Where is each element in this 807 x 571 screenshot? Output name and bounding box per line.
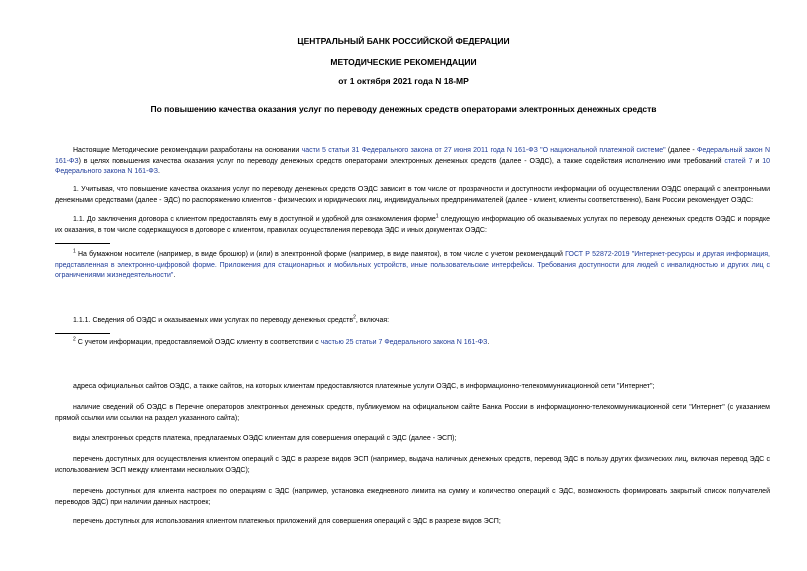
footnote-1: $^1$ На бумажном носителе (например, в виде брошюр) и (или) в электронной форме (например, в виде памяток), в том числе с учетом рекомендаций ГОСТ Р 52872-2019 "Интернет-ресурсы и другая информация, представленная в электронно-цифровой форме. Приложения для стационарных и мобильных устройств, иные пользовательские интерфейсы. Требования доступности для людей с инвалидностью и других лиц с ограничениями жизнедеятельности". bbox=[55, 248, 770, 279]
footnote-mark-2: 2 bbox=[73, 336, 76, 343]
law-161-fz-link[interactable]: части 5 статьи 31 Федерального закона от 27 июня 2011 года N 161-ФЗ "О национальной платежной системе" bbox=[301, 147, 666, 154]
article-7-part-25-link[interactable]: частью 25 статьи 7 Федерального закона N 161-ФЗ bbox=[320, 339, 488, 346]
gost-link[interactable]: ГОСТ Р 52872-2019 "Интернет-ресурсы и другая информация, представленная в электронно-цифровой форме. Приложения для стационарных и мобильных устройств, иные пользовательские интерфейсы. Требования доступности для людей с инвалидностью и других лиц с ограничениями жизнедеятельности" bbox=[55, 251, 770, 279]
list-item: виды электронных средств платежа, предлагаемых ОЭДС клиентам для совершения операций с ЭДС (далее - ЭСП); bbox=[73, 435, 457, 442]
paragraph-1: 1. Учитывая, что повышение качества оказания услуг по переводу денежных средств ОЭДС зависит в том числе от прозрачности и доступности информации об осуществлении ОЭДС операций с электронными денежными средствами (далее - ЭДС) по распоряжению клиентов - физических и юридических лиц, индивидуальных предпринимателей (далее - клиент, клиенты соответственно), Банк России рекомендует ОЭДС: bbox=[55, 186, 770, 204]
footnote-2: $^2$ С учетом информации, предоставляемой ОЭДС клиенту в соответствии с частью 25 статьи 7 Федерального закона N 161-ФЗ. bbox=[73, 336, 490, 346]
list-item: перечень доступных для использования клиентом платежных приложений для совершения операций с ЭДС в разрезе видов ЭСП; bbox=[73, 518, 501, 525]
intro-paragraph: Настоящие Методические рекомендации разработаны на основании части 5 статьи 31 Федерального закона от 27 июня 2011 года N 161-ФЗ "О национальной платежной системе" (далее - Федеральный закон N 161-ФЗ) в целях повышения качества оказания услуг по переводу денежных средств операторами электронных денежных средств (далее - ОЭДС), а также содействия исполнению ими требований статей 7 и 10 Федерального закона N 161-ФЗ. bbox=[55, 147, 771, 175]
footnote-ref-1[interactable]: 1 bbox=[435, 213, 439, 220]
list-item: перечень доступных для осуществления клиентом операций с ЭДС в разрезе видов ЭСП (например, выдача наличных денежных средств, перевод ЭДС в пользу других физических лиц, включая перевод ЭДС с использованием ЭСП между клиентами нескольких ОЭДС); bbox=[55, 456, 770, 474]
paragraph-1-1: 1.1. До заключения договора с клиентом предоставлять ему в доступной и удобной для ознакомления форме$^1$ следующую информацию об оказываемых услугах по переводу денежных средств ОЭДС и порядке их оказания, в том числе содержащуюся в договоре с клиентом, правилах осуществления перевода ЭДС и иных документах ОЭДС: bbox=[55, 213, 770, 234]
article-10-link[interactable]: 10 Федерального закона N 161-ФЗ bbox=[55, 157, 771, 175]
date-number-heading: от 1 октября 2021 года N 18-МР bbox=[338, 76, 469, 86]
law-161-fz-short-link[interactable]: Федеральный закон N 161-ФЗ bbox=[55, 147, 771, 165]
footnote-divider bbox=[55, 243, 110, 244]
footnote-mark-1: 1 bbox=[73, 248, 76, 255]
article-7-link[interactable]: статей 7 bbox=[724, 157, 753, 165]
paragraph-1-1-1: 1.1.1. Сведения об ОЭДС и оказываемых ими услугах по переводу денежных средств$^2$, включая: bbox=[73, 314, 390, 324]
document-title: По повышению качества оказания услуг по переводу денежных средств операторами электронных денежных средств bbox=[150, 104, 657, 114]
footnote-ref-2[interactable]: 2 bbox=[353, 314, 356, 321]
document-type-heading: МЕТОДИЧЕСКИЕ РЕКОМЕНДАЦИИ bbox=[330, 57, 477, 67]
list-item: адреса официальных сайтов ОЭДС, а также сайтов, на которых клиентам предоставляются платежные услуги ОЭДС, в информационно-телекоммуникационной сети "Интернет"; bbox=[73, 383, 655, 390]
list-item: перечень доступных для клиента настроек по операциям с ЭДС (например, установка ежедневного лимита на сумму и количество операций с ЭДС, возможность формировать закрытый список получателей переводов ЭДС) при наличии данных настроек; bbox=[55, 488, 770, 506]
list-item: наличие сведений об ОЭДС в Перечне операторов электронных денежных средств, публикуемом на официальном сайте Банка России в информационно-телекоммуникационной сети "Интернет" (с указанием прямой ссылки или ссылки на раздел указанного сайта); bbox=[55, 404, 770, 422]
footnote-divider bbox=[55, 333, 110, 334]
issuer-heading: ЦЕНТРАЛЬНЫЙ БАНК РОССИЙСКОЙ ФЕДЕРАЦИИ bbox=[297, 36, 510, 46]
